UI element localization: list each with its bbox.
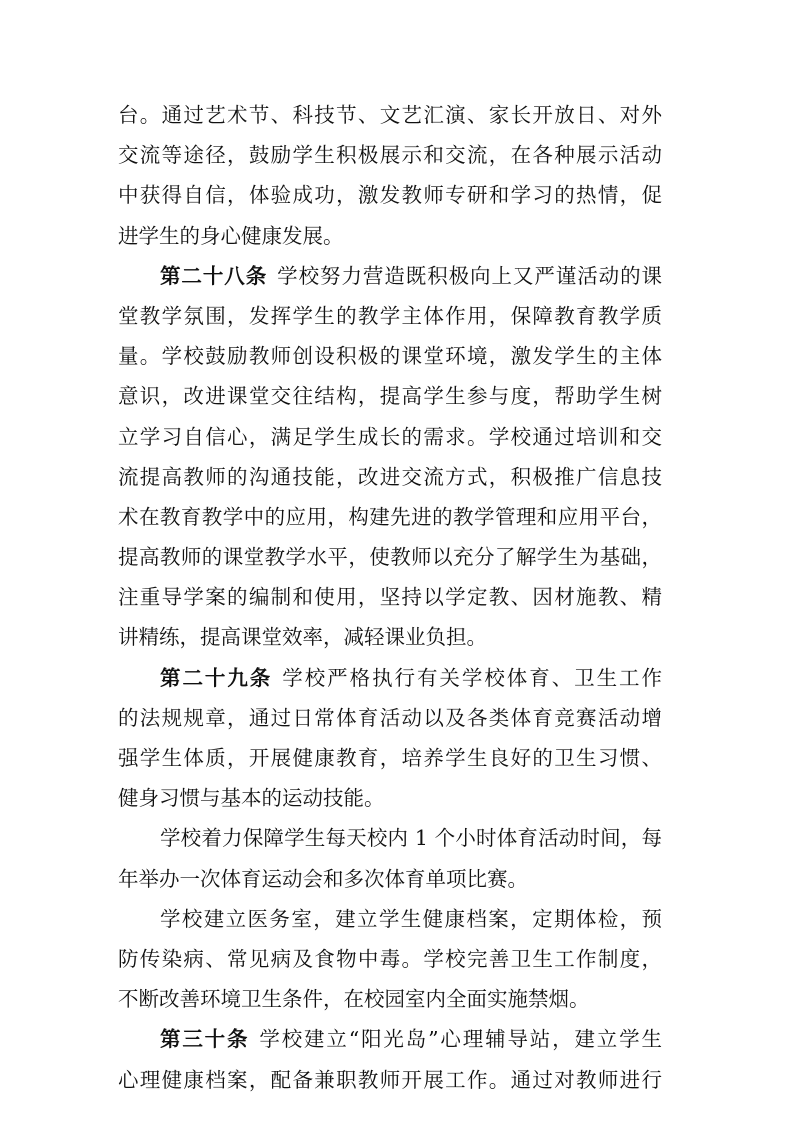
text-span: 学校建立“阳光岛”心理辅导站，建立学生 [259, 1027, 662, 1052]
paragraph [118, 818, 662, 898]
text-line: 健身习惯与基本的运动技能。 [118, 786, 385, 811]
text-line: 强学生体质，开展健康教育，培养学生良好的卫生习惯、 [118, 746, 662, 770]
text-line: 堂教学氛围，发挥学生的教学主体作用，保障教育教学质 [118, 303, 662, 328]
text-line: 防传染病、常见病及食物中毒。学校完善卫生工作制度， [118, 946, 662, 971]
text-line: 意识，改进课堂交往结构，提高学生参与度，帮助学生树 [118, 384, 662, 409]
text-line: 注重导学案的编制和使用，坚持以学定教、因材施教、精 [118, 585, 662, 610]
text-line: 进学生的身心健康发展。 [118, 223, 344, 248]
paragraph [118, 899, 662, 1020]
text-line: 量。学校鼓励教师创设积极的课堂环境，激发学生的主体 [118, 344, 662, 369]
article-28 [118, 256, 662, 658]
text-line [118, 256, 662, 296]
text-line: 学校建立医务室，建立学生健康档案，定期体检，预 [160, 906, 662, 931]
article-heading: 第二十九条 [160, 665, 273, 690]
text-line: 心理健康档案，配备兼职教师开展工作。通过对教师进行 [118, 1067, 662, 1092]
text-line: 流提高教师的沟通技能，改进交流方式，积极推广信息技 [118, 464, 662, 489]
text-line: 不断改善环境卫生条件，在校园室内全面实施禁烟。 [118, 987, 590, 1012]
article-30 [118, 1019, 662, 1099]
text-line: 交流等途径，鼓励学生积极展示和交流，在各种展示活动 [118, 143, 662, 168]
text-span: 学校严格执行有关学校体育、卫生工作 [282, 665, 663, 690]
article-29 [118, 658, 662, 819]
text-line: 术在教育教学中的应用，构建先进的教学管理和应用平台， [118, 504, 662, 529]
text-line: 年举办一次体育运动会和多次体育单项比赛。 [118, 866, 528, 891]
text-line: 的法规规章，通过日常体育活动以及各类体育竞赛活动增 [118, 705, 662, 730]
text-span: 学校努力营造既积极向上又严谨活动的课 [277, 263, 663, 288]
text-line [118, 658, 662, 698]
paragraph [118, 95, 662, 256]
text-line: 中获得自信，体验成功，激发教师专研和学习的热情，促 [118, 183, 662, 208]
article-heading: 第二十八条 [160, 263, 268, 288]
text-line: 立学习自信心，满足学生成长的需求。学校通过培训和交 [118, 424, 662, 449]
document-page [118, 95, 662, 1100]
text-line: 讲精练，提高课堂效率，减轻课业负担。 [118, 625, 487, 650]
article-heading: 第三十条 [160, 1027, 250, 1052]
text-line: 台。通过艺术节、科技节、文艺汇演、家长开放日、对外 [118, 103, 662, 127]
text-line [118, 1019, 662, 1059]
text-line: 提高教师的课堂教学水平，使教师以充分了解学生为基础， [118, 545, 662, 570]
text-line: 学校着力保障学生每天校内 1 个小时体育活动时间，每 [160, 826, 662, 851]
